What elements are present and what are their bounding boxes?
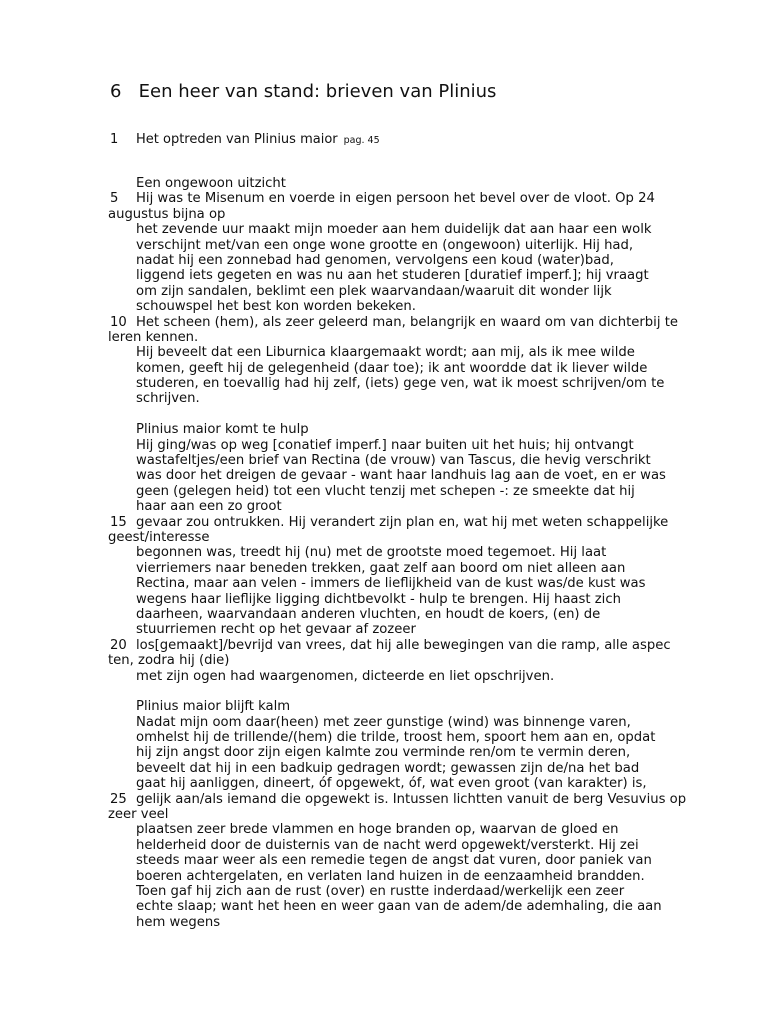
- text-line: verschijnt met/van een onge wone grootte en (ongewoon) uiterlijk. Hij had,: [136, 237, 634, 253]
- chapter-title-text: Een heer van stand: brieven van Plinius: [138, 81, 497, 102]
- text-line: Hij beveelt dat een Liburnica klaargemaakt wordt; aan mij, als ik mee wilde: [136, 345, 635, 361]
- text-line: steeds maar weer als een remedie tegen de angst dat vuren, door paniek van: [136, 853, 652, 869]
- text-line: hij zijn angst door zijn eigen kalmte zou verminde ren/om te vermin deren,: [136, 745, 631, 761]
- line-number: 25: [110, 791, 127, 807]
- text-line: boeren achtergelaten, en verlaten land huizen in de eenzaamheid brandden.: [136, 868, 645, 884]
- chapter-title: [110, 80, 496, 104]
- blank-line: [110, 407, 710, 422]
- text-line: gaat hij aanliggen, dineert, óf opgewekt, óf, wat even groot (van karakter) is,: [136, 776, 647, 792]
- text-line: om zijn sandalen, beklimt een plek waarvandaan/waaruit dit wonder lijk: [136, 283, 612, 299]
- text-line: beveelt dat hij in een badkuip gedragen wordt; gewassen zijn de/na het bad: [136, 760, 640, 776]
- text-line: helderheid door de duisternis van de nacht werd opgewekt/versterkt. Hij zei: [136, 837, 639, 853]
- subheading-blijft-kalm: Plinius maior blijft kalm: [136, 699, 291, 715]
- text-line: Hij ging/was op weg [conatief imperf.] naar buiten uit het huis; hij ontvangt: [136, 437, 634, 453]
- text-line: augustus bijna op: [108, 206, 226, 222]
- text-line: begonnen was, treedt hij (nu) met de grootste moed tegemoet. Hij laat: [136, 545, 607, 561]
- text-line: 10 Het scheen (hem), als zeer geleerd man, belangrijk en waard om van dichterbij te: [110, 314, 678, 330]
- section-heading: [110, 131, 380, 150]
- text-line: wastafeltjes/een brief van Rectina (de vrouw) van Tascus, die hevig verschrikt: [136, 453, 651, 469]
- text-line: 25 gelijk aan/als iemand die opgewekt is. Intussen lichtten vanuit de berg Vesuvius op: [110, 791, 687, 807]
- text-line: vierriemers naar beneden trekken, gaat zelf aan boord om niet alleen aan: [136, 560, 626, 576]
- blank-line: [110, 684, 710, 699]
- text-line: omhelst hij de trillende/(hem) die trilde, troost hem, spoort hem aan en, opdat: [136, 730, 656, 746]
- translation-body: [110, 176, 710, 930]
- text-line: 5 Hij was te Misenum en voerde in eigen persoon het bevel over de vloot. Op 24: [110, 191, 655, 207]
- text-line: liggend iets gegeten en was nu aan het studeren [duratief imperf.]; hij vraagt: [136, 268, 649, 284]
- line-number: 15: [110, 514, 127, 530]
- text-line: daarheen, waarvandaan anderen vluchten, en houdt de koers, (en) de: [136, 606, 601, 622]
- text-line: hem wegens: [136, 914, 221, 930]
- text-line: zeer veel: [108, 807, 169, 823]
- text-line: het zevende uur maakt mijn moeder aan hem duidelijk dat aan haar een wolk: [136, 222, 652, 238]
- line-number: 5: [110, 191, 119, 207]
- text-line: wegens haar lieflijke ligging dichtbevolkt - hulp te brengen. Hij haast zich: [136, 591, 621, 607]
- text-line: Rectina, maar aan velen - immers de lieflijkheid van de kust was/de kust was: [136, 576, 646, 592]
- text-line: schrijven.: [136, 391, 200, 407]
- text-line: schouwspel het best kon worden bekeken.: [136, 299, 416, 315]
- text-line: echte slaap; want het heen en weer gaan van de adem/de ademhaling, die aan: [136, 899, 662, 915]
- text-line: stuurriemen recht op het gevaar af zozeer: [136, 622, 416, 638]
- text-line: nadat hij een zonnebad had genomen, vervolgens een koud (water)bad,: [136, 252, 614, 268]
- text-line: komen, geeft hij de gelegenheid (daar toe); ik ant woordde dat ik liever wilde: [136, 360, 648, 376]
- line-number: 10: [110, 314, 127, 330]
- text-line: was door het dreigen de gevaar - want haar landhuis lag aan de voet, en er was: [136, 468, 666, 484]
- text-line: plaatsen zeer brede vlammen en hoge branden op, waarvan de gloed en: [136, 822, 619, 838]
- chapter-number: 6: [110, 81, 122, 102]
- text-line: ten, zodra hij (die): [108, 653, 230, 669]
- text-line: leren kennen.: [108, 329, 199, 345]
- text-line: haar aan een zo groot: [136, 499, 282, 515]
- text-line: Nadat mijn oom daar(heen) met zeer gunstige (wind) was binnenge varen,: [136, 714, 631, 730]
- text-line: 15 gevaar zou ontrukken. Hij verandert zijn plan en, wat hij met weten schappelijke: [110, 514, 669, 530]
- subheading-ongewoon-uitzicht: Een ongewoon uitzicht: [136, 176, 286, 191]
- text-line: met zijn ogen had waargenomen, dicteerde en liet opschrijven.: [136, 668, 555, 684]
- text-line: 20 los[gemaakt]/bevrijd van vrees, dat hij alle bewegingen van die ramp, alle aspec: [110, 637, 671, 653]
- line-number: 20: [110, 637, 127, 653]
- page-reference: pag. 45: [343, 135, 380, 146]
- section-title: Het optreden van Plinius maior: [136, 132, 338, 147]
- text-line: geen (gelegen heid) tot een vlucht tenzij met schepen -: ze smeekte dat hij: [136, 483, 635, 499]
- text-line: Toen gaf hij zich aan de rust (over) en rustte inderdaad/werkelijk een zeer: [136, 883, 625, 899]
- text-line: studeren, en toevallig had hij zelf, (iets) gege ven, wat ik moest schrijven/om te: [136, 376, 665, 392]
- subheading-komt-te-hulp: Plinius maior komt te hulp: [136, 422, 309, 438]
- section-number: 1: [110, 132, 119, 147]
- text-line: geest/interesse: [108, 529, 210, 545]
